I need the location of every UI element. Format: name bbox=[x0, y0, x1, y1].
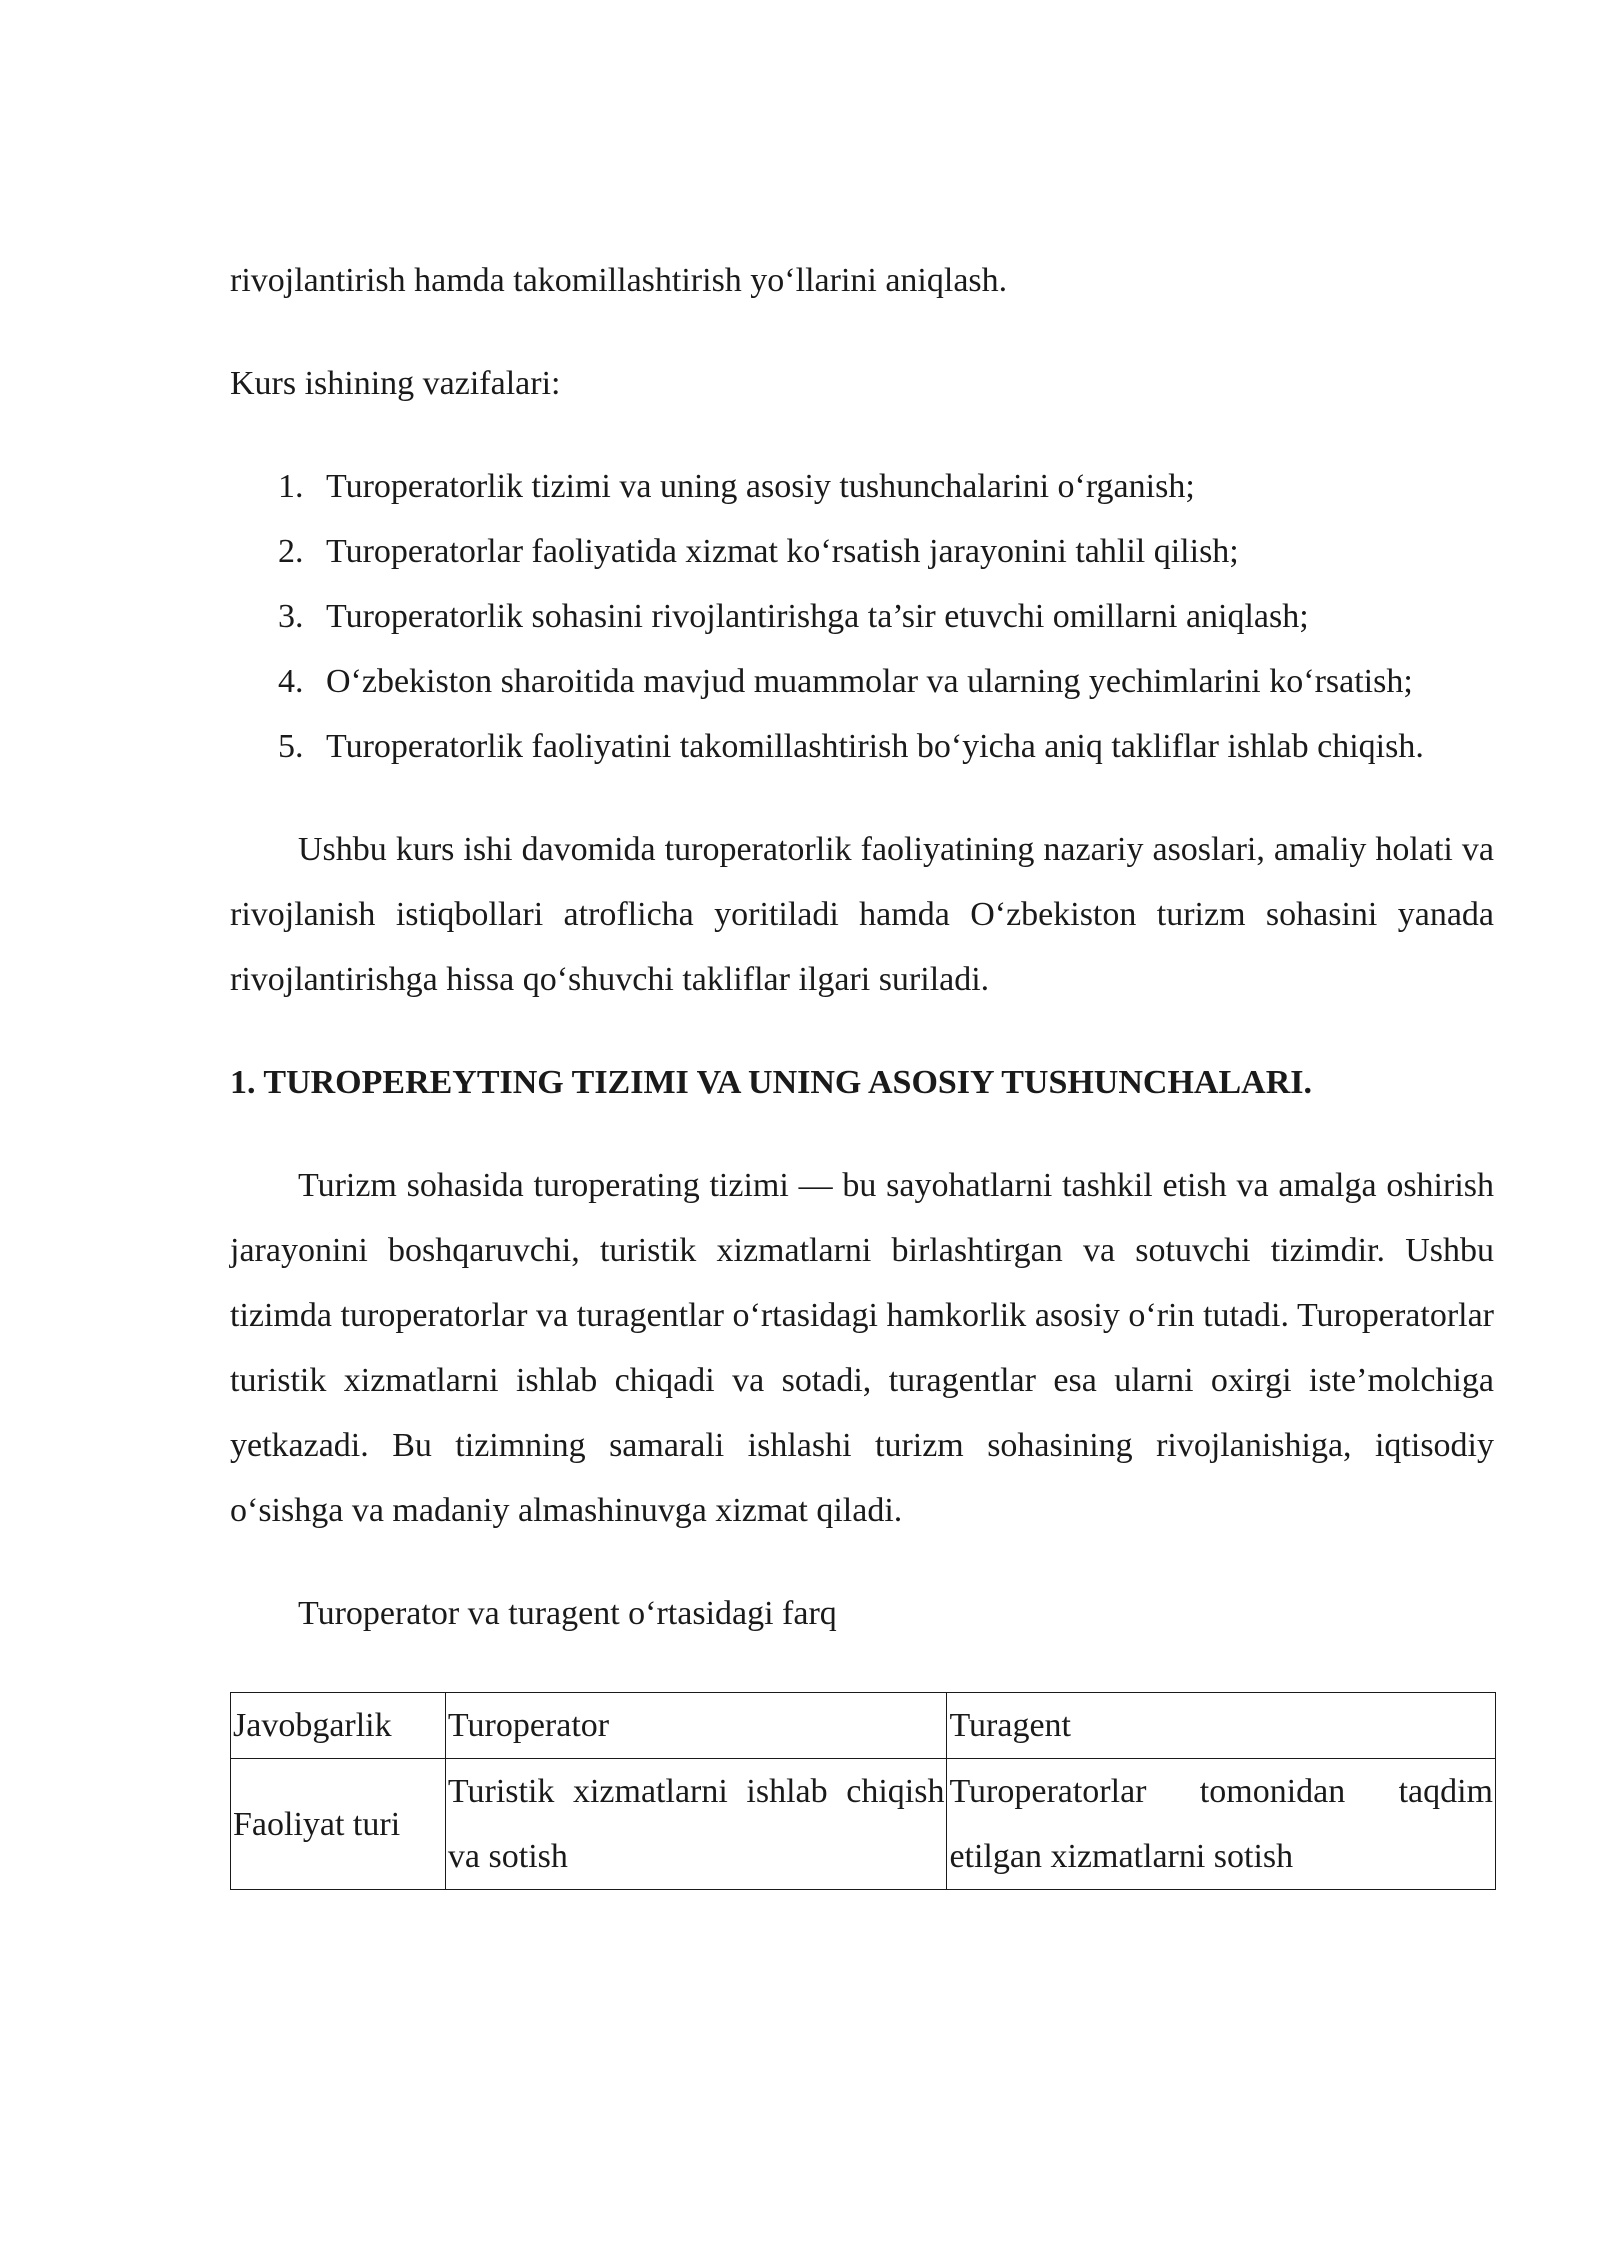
table-header-cell: Javobgarlik bbox=[231, 1693, 446, 1759]
list-item-number: 5. bbox=[278, 728, 304, 765]
table-header-cell: Turagent bbox=[947, 1693, 1496, 1759]
list-item bbox=[230, 584, 1494, 649]
comparison-table bbox=[230, 1692, 1496, 1890]
body-paragraph: Turizm sohasida turoperating tizimi — bu sayohatlarni tashkil etish va amalga oshirish jarayonini boshqaruvchi, turistik xizmatlarni birlashtirgan va sotuvchi tizimdir. Ushbu tizimda turoperatorlar va turagentlar o‘rtasidagi hamkorlik asosiy o‘rin tutadi. Turoperatorlar turistik xizmatlarni ishlab chiqadi va sotadi, turagentlar esa ularni oxirgi iste’molchiga yetkazadi. Bu tizimning samarali ishlashi turizm sohasining rivojlanishiga, iqtisodiy o‘sishga va madaniy almashinuvga xizmat qiladi. bbox=[230, 1167, 1494, 1529]
table-cell: Turoperatorlar tomonidan taqdim etilgan xizmatlarni sotish bbox=[947, 1759, 1496, 1890]
list-item-text: Turoperatorlik sohasini rivojlantirishga ta’sir etuvchi omillarni aniqlash; bbox=[326, 598, 1309, 635]
table-cell: Turistik xizmatlarni ishlab chiqish va sotish bbox=[445, 1759, 947, 1890]
tasks-list bbox=[230, 454, 1494, 779]
list-item bbox=[230, 714, 1494, 779]
page-content bbox=[230, 248, 1494, 1890]
list-item-text: Turoperatorlik faoliyatini takomillashtirish bo‘yicha aniq takliflar ishlab chiqish. bbox=[326, 728, 1424, 765]
table-row bbox=[231, 1759, 1496, 1890]
list-item-text: Turoperatorlik tizimi va uning asosiy tushunchalarini o‘rganish; bbox=[326, 468, 1195, 505]
list-item bbox=[230, 519, 1494, 584]
table-header-row bbox=[231, 1693, 1496, 1759]
list-item bbox=[230, 454, 1494, 519]
summary-paragraph: Ushbu kurs ishi davomida turoperatorlik faoliyatining nazariy asoslari, amaliy holati va rivojlanish istiqbollari atroflicha yoritiladi hamda O‘zbekiston turizm sohasini yanada rivojlantirishga hissa qo‘shuvchi takliflar ilgari suriladi. bbox=[230, 831, 1494, 998]
list-item-number: 3. bbox=[278, 598, 304, 635]
list-item bbox=[230, 649, 1494, 714]
intro-line: rivojlantirish hamda takomillashtirish yo‘llarini aniqlash. bbox=[230, 262, 1008, 299]
table-cell: Faoliyat turi bbox=[231, 1759, 446, 1890]
list-item-text: O‘zbekiston sharoitida mavjud muammolar va ularning yechimlarini ko‘rsatish; bbox=[326, 663, 1413, 700]
list-item-number: 4. bbox=[278, 663, 304, 700]
list-item-text: Turoperatorlar faoliyatida xizmat ko‘rsatish jarayonini tahlil qilish; bbox=[326, 533, 1239, 570]
table-header-cell: Turoperator bbox=[445, 1693, 947, 1759]
list-item-number: 2. bbox=[278, 533, 304, 570]
tasks-label: Kurs ishining vazifalari: bbox=[230, 365, 561, 402]
table-caption: Turoperator va turagent o‘rtasidagi farq bbox=[298, 1595, 837, 1632]
list-item-number: 1. bbox=[278, 468, 304, 505]
section-heading: 1. TUROPEREYTING TIZIMI VA UNING ASOSIY TUSHUNCHALARI. bbox=[230, 1064, 1312, 1101]
